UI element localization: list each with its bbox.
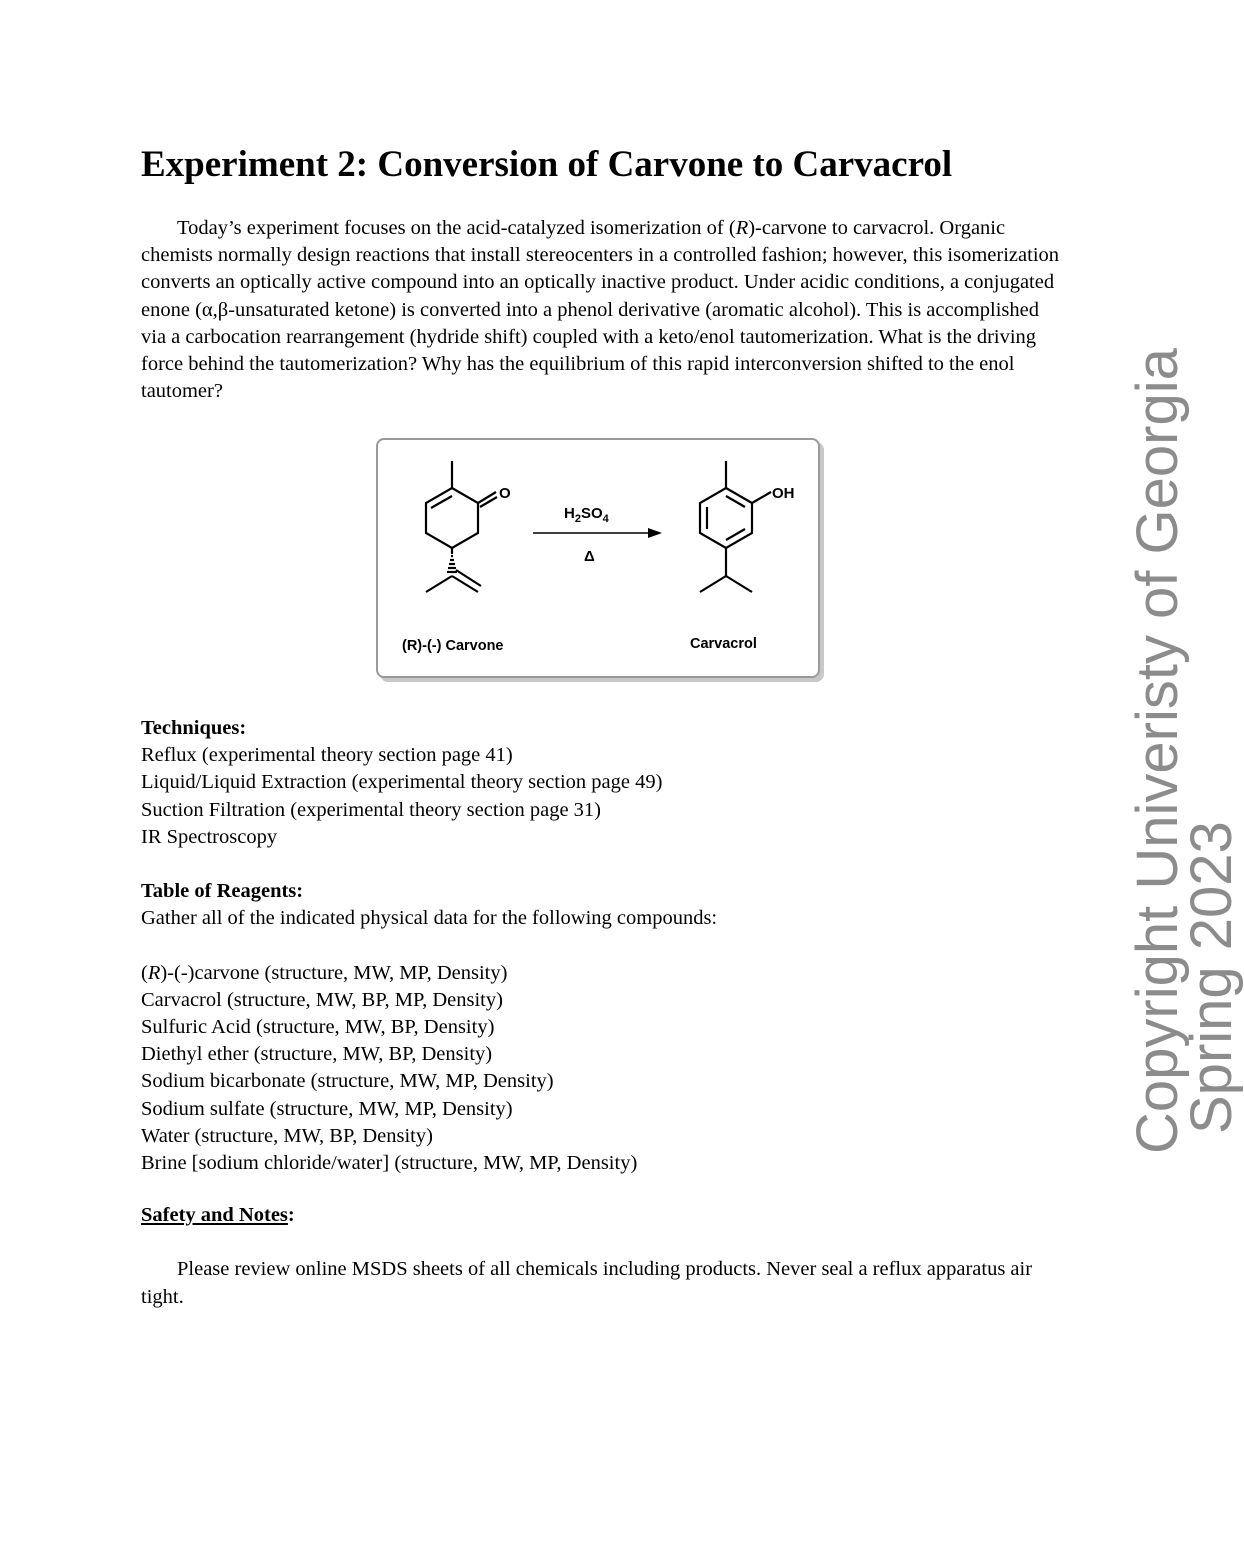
safety-text: Please review online MSDS sheets of all chemicals including products. Never seal a reflux apparatus air tight. [141,1258,1033,1308]
technique-item: IR Spectroscopy [141,825,278,848]
carvone-structure [426,461,497,592]
reagent-item [141,960,717,987]
technique-item: Reflux (experimental theory section page 41) [141,744,513,767]
reaction-scheme-figure [376,438,820,678]
reagent-item: Sodium bicarbonate (structure, MW, MP, Density) [141,1070,554,1093]
reagent-item: Carvacrol (structure, MW, BP, MP, Density) [141,988,503,1011]
watermark-line-1: Copyright Univeristy of Georgia [1125,348,1190,1154]
hydroxyl-label: OH [772,485,795,502]
safety-heading-text: Safety and Notes [141,1204,288,1226]
safety-section [141,1202,1066,1311]
reagents-heading: Table of Reagents: [141,880,304,902]
reagent-label [564,505,610,525]
carvacrol-structure [700,461,771,592]
carbonyl-oxygen-label: O [499,485,511,502]
reaction-arrow [533,528,662,538]
reagent-rest: )-(-)carvone (structure, MW, MP, Density) [160,961,508,984]
intro-italic-r: R [735,217,749,239]
reagent-so: SO [580,505,603,522]
reagent-subscript-4: 4 [602,513,609,525]
page-title: Experiment 2: Conversion of Carvone to Carvacrol [141,144,953,185]
reagent-item: Brine [sodium chloride/water] (structure, MW, MP, Density) [141,1152,638,1175]
hydroxyl-bond [752,492,771,503]
reaction-scheme [378,440,818,676]
reagent-item: Sodium sulfate (structure, MW, MP, Density) [141,1097,513,1120]
reagent-italic-r: R [147,961,161,984]
safety-heading-colon: : [287,1204,295,1226]
reagent-h: H [564,505,575,522]
isopropenyl-double-bond [452,576,478,592]
copyright-watermark [1125,348,1244,1154]
technique-item: Suction Filtration (experimental theory section page 31) [141,798,601,821]
blank-line [141,932,717,959]
isopropyl-methyl-2 [726,576,752,592]
isopropenyl-methyl-bond [426,576,452,592]
techniques-heading: Techniques: [141,717,247,739]
carvone-label: (R)-(-) Carvone [402,638,504,654]
safety-heading [141,1202,1066,1229]
technique-item: Liquid/Liquid Extraction (experimental theory section page 49) [141,771,663,794]
isopropyl-methyl-1 [700,576,726,592]
carbonyl-bond-second [480,497,497,507]
intro-text-rest: )-carvone to carvacrol. Organic chemists normally design reactions that install stereocenters in a controlled fashion; however, this isomerization converts an optically active compound into an optically inactive product. Under acidic conditions, a conjugated enone (α,β-unsaturated ketone) is converted into a phenol derivative (aromatic alcohol). This is accomplished via a carbocation rearrangement (hydride shift) coupled with a keto/enol tautomerization. What is the driving force behind the tautomerization? Why has the equilibrium of this rapid interconversion shifted to the enol tautomer? [141,217,1060,403]
carvacrol-label: Carvacrol [690,636,757,652]
watermark-line-2: Spring 2023 [1179,821,1244,1134]
blank-line [141,1229,1066,1256]
isopropenyl-double-bond-second [456,570,481,586]
arrow-head [648,528,662,538]
intro-paragraph [141,215,1066,405]
reagent-item: Sulfuric Acid (structure, MW, BP, Density) [141,1016,495,1039]
reagent-item: Water (structure, MW, BP, Density) [141,1124,433,1147]
reagents-section [141,878,717,1177]
heat-condition-label: Δ [584,548,595,565]
techniques-section [141,715,662,851]
intro-text-start: Today’s experiment focuses on the acid-catalyzed isomerization of ( [177,217,736,239]
reagent-item: Diethyl ether (structure, MW, BP, Density) [141,1043,493,1066]
carbonyl-bond [478,492,496,503]
reagent-paren: ( [141,961,148,984]
reagents-instruction: Gather all of the indicated physical data for the following compounds: [141,907,718,930]
reagent-subscript-2: 2 [574,513,581,525]
